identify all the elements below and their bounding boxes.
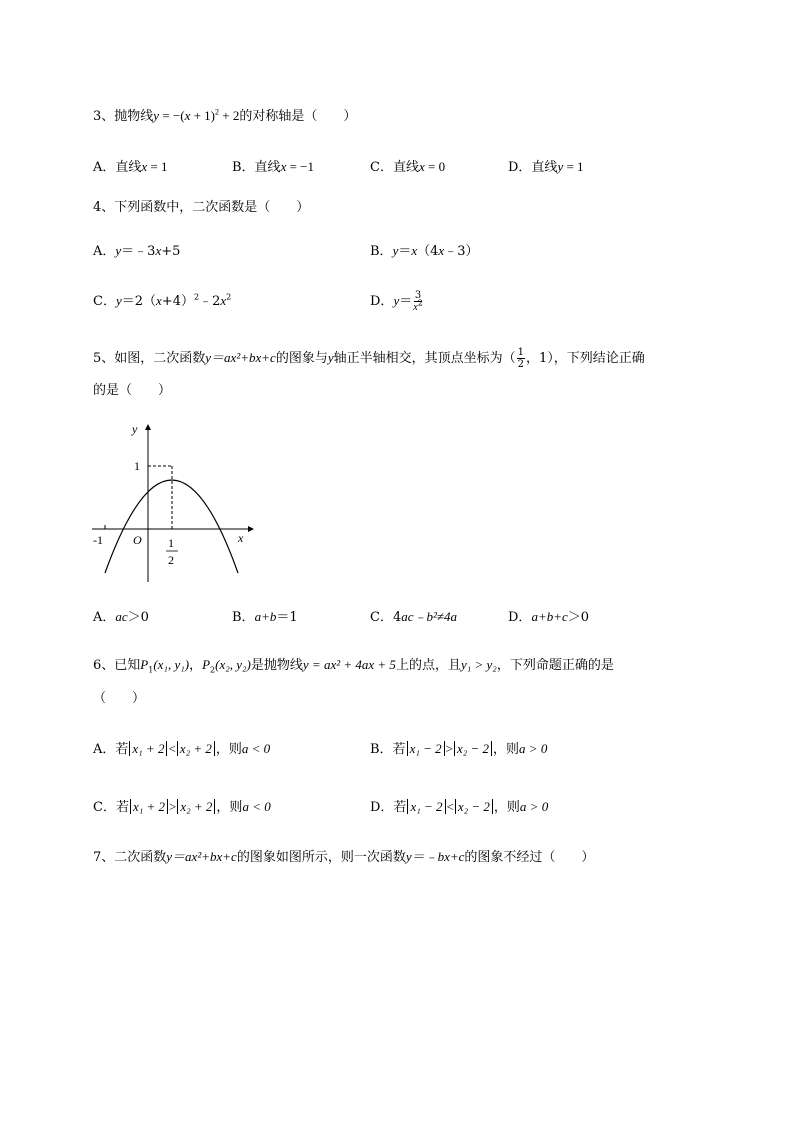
q6-point2-sub: 2 bbox=[210, 665, 216, 675]
q4-option-c-mid3: ﹣2 bbox=[199, 294, 221, 309]
q6-stem-mid: 是抛物线 bbox=[250, 658, 303, 673]
q5-stem-line2: 的是（ ） bbox=[93, 383, 172, 398]
q5-stem-prefix: 5、如图，二次函数 bbox=[93, 351, 206, 366]
q6-stem-line2: （ ） bbox=[93, 691, 146, 706]
q5-stem-line1 bbox=[93, 345, 645, 372]
q6-option-c bbox=[93, 797, 271, 818]
q4-option-b-par: （4 bbox=[417, 244, 439, 259]
q6-option-d-op: < bbox=[446, 799, 454, 814]
q6-option-c-then: ，则 bbox=[216, 800, 243, 815]
q4-option-d-mid: ＝ bbox=[399, 294, 413, 309]
q4-option-b bbox=[370, 241, 478, 262]
q7-stem-end: 的图象不经过（ ） bbox=[464, 850, 595, 865]
q7-linear-eq: y＝﹣bx+c bbox=[405, 849, 465, 864]
q4-option-a-end: +5 bbox=[161, 244, 181, 259]
q4-option-d-den-exp: 2 bbox=[417, 298, 423, 308]
q5-option-d-label: D． bbox=[508, 610, 532, 625]
q4-option-a bbox=[93, 241, 180, 262]
q6-option-b-label: B．若 bbox=[370, 742, 406, 757]
q4-option-d-label: D． bbox=[370, 294, 394, 309]
q6-parabola-eq: y = ax² + 4ax + 5 bbox=[302, 657, 396, 672]
q5-vertex-x-den: 2 bbox=[517, 359, 524, 370]
q5-graph-svg bbox=[88, 418, 258, 588]
q3-option-b-var: x bbox=[280, 159, 287, 174]
q3-option-c-var: x bbox=[418, 159, 425, 174]
half-numerator-label: 1 bbox=[168, 536, 174, 550]
q3-option-b-label: B．直线 bbox=[232, 160, 281, 175]
q6-option-b-result: a > 0 bbox=[519, 741, 548, 756]
q6-option-d-abs1: x₁ − 2 bbox=[407, 799, 445, 814]
q6-option-d-label: D．若 bbox=[370, 800, 407, 815]
q4-option-b-label: B． bbox=[370, 244, 393, 259]
q6-comma: ， bbox=[189, 658, 203, 673]
q5-stem-y: y bbox=[327, 350, 334, 365]
q6-option-a-label: A．若 bbox=[93, 742, 129, 757]
q3-stem bbox=[93, 106, 356, 127]
q4-option-b-x2: x bbox=[438, 243, 445, 258]
q6-condition: y₁ > y₂ bbox=[460, 657, 497, 672]
q4-option-c-label: C． bbox=[93, 294, 116, 309]
q4-option-d-den-x: x bbox=[413, 302, 418, 313]
q4-option-a-mid: ＝﹣3 bbox=[121, 244, 156, 259]
q6-option-b-then: ，则 bbox=[493, 742, 520, 757]
q5-option-b-label: B． bbox=[232, 610, 255, 625]
q5-option-a-expr: ac bbox=[115, 609, 128, 624]
q4-option-d-y: y bbox=[393, 293, 400, 308]
q3-eq-part2: + 1) bbox=[190, 108, 216, 123]
q5-option-a bbox=[93, 607, 149, 628]
q7-stem bbox=[93, 847, 594, 868]
q3-option-a-var: x bbox=[141, 159, 148, 174]
q6-option-c-label: C．若 bbox=[93, 800, 129, 815]
q6-point2-coords: (x₂, y₂) bbox=[215, 657, 251, 672]
q5-stem-mid: 的图象与 bbox=[275, 351, 328, 366]
q6-point1-sub: 1 bbox=[148, 665, 154, 675]
q6-option-d-abs2: x₂ − 2 bbox=[455, 799, 493, 814]
q3-option-b bbox=[232, 157, 314, 178]
q7-quadratic-eq: y＝ax²+bx+c bbox=[166, 849, 237, 864]
q5-stem-equation: y＝ax²+bx+c bbox=[205, 350, 276, 365]
q6-option-a bbox=[93, 739, 270, 760]
y-axis-label: y bbox=[132, 422, 138, 436]
q5-option-b-expr: a+b bbox=[254, 609, 277, 624]
q4-option-b-end: ﹣3） bbox=[444, 244, 479, 259]
q3-option-c bbox=[370, 157, 445, 178]
q3-stem-suffix: 的对称轴是（ ） bbox=[239, 109, 357, 124]
q5-option-c-label: C．4 bbox=[370, 610, 402, 625]
q6-option-b-abs2: x₂ − 2 bbox=[454, 741, 492, 756]
q5-option-b-rest: ＝1 bbox=[276, 610, 298, 625]
q5-stem-mid2: 轴正半轴相交，其顶点坐标为（ bbox=[333, 351, 516, 366]
q3-eq-exponent: 2 bbox=[215, 107, 220, 117]
q5-parabola-graph bbox=[88, 418, 258, 588]
q5-option-d-rest: ＞0 bbox=[567, 610, 590, 625]
x-axis-arrow bbox=[248, 526, 254, 532]
q3-option-a bbox=[93, 157, 168, 178]
neg-one-label: -1 bbox=[93, 533, 103, 547]
q6-option-a-abs1: x₁ + 2 bbox=[129, 741, 167, 756]
q5-vertex-x-num: 1 bbox=[517, 347, 524, 358]
q3-eq-y: y bbox=[153, 108, 160, 123]
q4-option-b-mid: ＝ bbox=[398, 244, 412, 259]
q6-option-b bbox=[370, 739, 547, 760]
q6-option-d-then: ，则 bbox=[493, 800, 520, 815]
q6-stem-mid2: 上的点，且 bbox=[395, 658, 461, 673]
q4-option-c-mid: ＝2（ bbox=[121, 294, 157, 309]
q3-eq-end: + 2 bbox=[219, 108, 240, 123]
q4-option-c-exponent: 2 bbox=[193, 292, 200, 302]
q6-option-a-op: < bbox=[168, 741, 176, 756]
q6-option-c-abs1: x₁ + 2 bbox=[130, 799, 168, 814]
q3-option-a-label: A．直线 bbox=[93, 160, 142, 175]
q5-option-d bbox=[508, 607, 589, 628]
q6-option-a-result: a < 0 bbox=[241, 741, 271, 756]
q4-option-c-mid2: +4） bbox=[161, 294, 194, 309]
origin-label: O bbox=[133, 533, 142, 547]
half-denominator-label: 2 bbox=[168, 553, 174, 567]
y-axis-arrow bbox=[145, 424, 151, 430]
q3-option-d-var: y bbox=[557, 159, 564, 174]
q4-option-c-exponent2: 2 bbox=[226, 292, 232, 302]
q3-stem-prefix: 3、抛物线 bbox=[93, 109, 154, 124]
q6-stem-prefix: 6、已知 bbox=[93, 658, 141, 673]
q4-option-c bbox=[93, 291, 231, 312]
q5-option-d-expr: a+b+c bbox=[531, 609, 568, 624]
q6-option-a-abs2: x₂ + 2 bbox=[177, 741, 215, 756]
q4-option-c-x: x bbox=[156, 293, 162, 308]
q5-option-c-expr: ac﹣b²≠4a bbox=[401, 609, 458, 624]
q4-option-c-x2: x bbox=[220, 293, 227, 308]
q5-stem-end: ，1），下列结论正确 bbox=[526, 351, 645, 366]
q5-option-a-label: A． bbox=[93, 610, 116, 625]
q6-option-c-op: > bbox=[169, 799, 177, 814]
q5-vertex-x-fraction bbox=[517, 347, 525, 370]
q6-option-a-then: ，则 bbox=[215, 742, 242, 757]
q4-option-a-label: A． bbox=[93, 244, 116, 259]
q5-option-b bbox=[232, 607, 298, 628]
q4-option-b-x: x bbox=[411, 243, 418, 258]
q3-eq-part: = −( bbox=[159, 108, 185, 123]
x-axis-label: x bbox=[238, 531, 244, 545]
q6-point1: P bbox=[140, 657, 149, 672]
q6-stem-line1 bbox=[93, 655, 614, 676]
q5-option-c bbox=[370, 607, 457, 628]
q6-option-d bbox=[370, 797, 548, 818]
q4-option-b-y: y bbox=[392, 243, 399, 258]
q4-option-d-numerator: 3 bbox=[414, 290, 422, 301]
q3-option-c-label: C．直线 bbox=[370, 160, 419, 175]
q4-option-c-y: y bbox=[115, 293, 122, 308]
q6-option-b-op: > bbox=[445, 741, 453, 756]
q6-stem-end: ，下列命题正确的是 bbox=[496, 658, 614, 673]
q3-option-d-rhs: = 1 bbox=[563, 159, 584, 174]
q6-option-b-abs1: x₁ − 2 bbox=[407, 741, 445, 756]
q5-option-a-rest: ＞0 bbox=[127, 610, 149, 625]
q6-option-c-abs2: x₂ + 2 bbox=[177, 799, 215, 814]
q7-stem-prefix: 7、二次函数 bbox=[93, 850, 167, 865]
q6-option-d-result: a > 0 bbox=[519, 799, 549, 814]
q4-option-a-y: y bbox=[115, 243, 122, 258]
q6-option-c-result: a < 0 bbox=[242, 799, 271, 814]
y-one-label: 1 bbox=[134, 459, 140, 473]
q4-option-a-x: x bbox=[155, 243, 162, 258]
q3-option-c-rhs: = 0 bbox=[424, 159, 446, 174]
q3-option-b-rhs: = −1 bbox=[286, 159, 315, 174]
q6-point1-coords: (x₁, y₁) bbox=[153, 657, 190, 672]
q3-eq-x: x bbox=[184, 108, 191, 123]
q7-stem-mid: 的图象如图所示，则一次函数 bbox=[236, 850, 406, 865]
q4-option-d bbox=[370, 288, 424, 315]
q6-point2: P bbox=[202, 657, 211, 672]
q4-option-d-denominator bbox=[413, 298, 423, 313]
q3-option-d-label: D．直线 bbox=[508, 160, 558, 175]
q4-stem: 4、下列函数中，二次函数是（ ） bbox=[93, 200, 310, 215]
q4-option-d-fraction bbox=[413, 290, 423, 313]
q3-option-d bbox=[508, 157, 584, 178]
q3-option-a-rhs: = 1 bbox=[147, 159, 168, 174]
